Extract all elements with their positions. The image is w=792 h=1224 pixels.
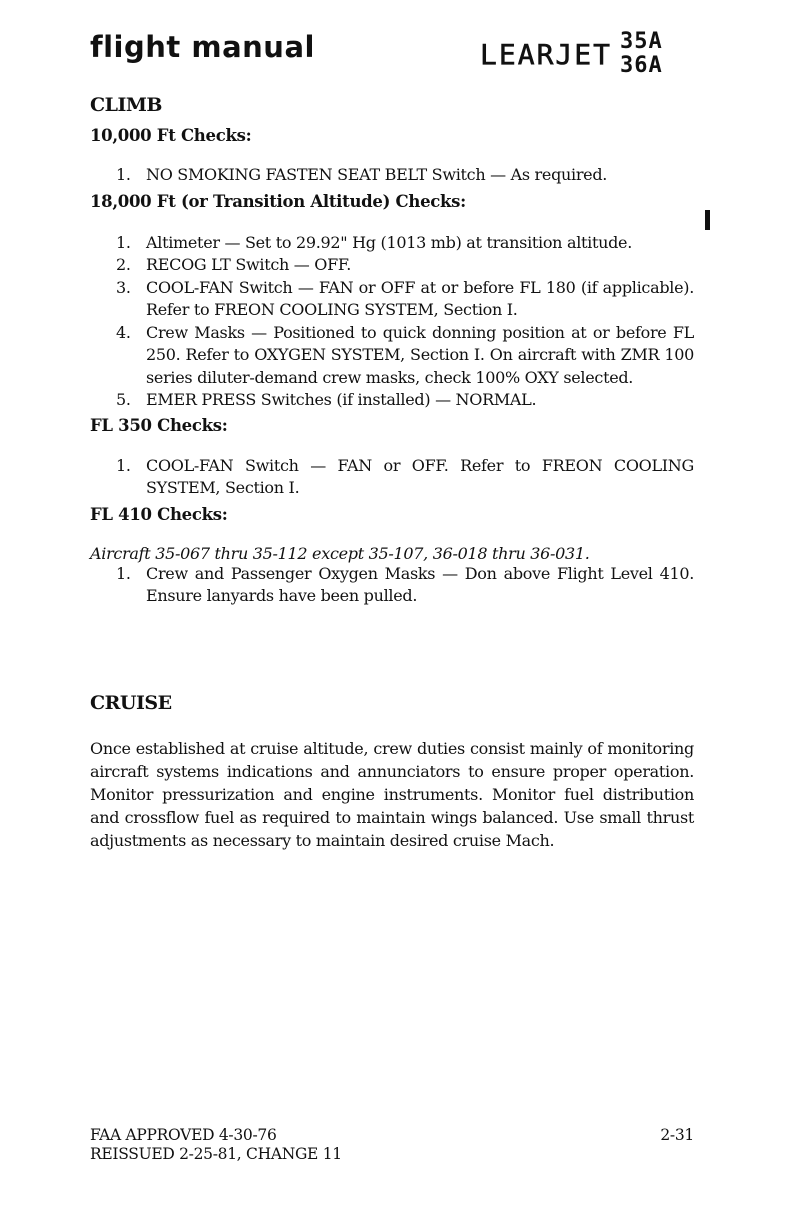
checks-fl410-list (90, 563, 694, 608)
model-36a: 36A (620, 53, 663, 78)
list-item: 1. Crew and Passenger Oxygen Masks — Don above Flight Level 410. Ensure lanyards have been pulled. (116, 563, 694, 605)
checks-10000-heading: 10,000 Ft Checks: (90, 126, 252, 145)
checks-10000-list (90, 164, 694, 187)
model-35a: 35A (620, 29, 663, 54)
climb-title: CLIMB (90, 94, 162, 116)
checks-18000-list (90, 232, 694, 412)
checks-fl350-list (90, 455, 694, 500)
list-item: 1. NO SMOKING FASTEN SEAT BELT Switch — As required. (116, 165, 608, 184)
checks-fl410-heading: FL 410 Checks: (90, 504, 228, 524)
change-bar (705, 210, 710, 230)
page-number: 2-31 (660, 1126, 694, 1144)
list-item: 1. Altimeter — Set to 29.92" Hg (1013 mb) at transition altitude. (116, 232, 633, 252)
list-item: 4. Crew Masks — Positioned to quick donning position at or before FL 250. Refer to OXYGEN SYSTEM, Section I. On aircraft with ZMR 100 series diluter-demand crew masks, check 100% OXY selected. (116, 322, 694, 387)
page-footer (90, 1126, 694, 1164)
list-item: 2. RECOG LT Switch — OFF. (116, 255, 351, 274)
applicability-note: Aircraft 35-067 thru 35-112 except 35-107, 36-018 thru 36-031. (90, 543, 590, 563)
checks-fl350-heading: FL 350 Checks: (90, 415, 228, 435)
manual-title: flight manual (90, 30, 315, 64)
approval-date: FAA APPROVED 4-30-76 (90, 1126, 277, 1144)
cruise-paragraph: Once established at cruise altitude, crew duties consist mainly of monitoring aircraft systems indications and annunciators to ensure proper operation. Monitor pressurization and engine instruments. Monitor fuel distribution and crossflow fuel as required to maintain wings balanced. Use small thrust adjustments as necessary to maintain desired cruise Mach. (90, 738, 694, 850)
checks-18000-heading: 18,000 Ft (or Transition Altitude) Checks: (90, 191, 466, 211)
page-content (90, 90, 694, 852)
list-item: 5. EMER PRESS Switches (if installed) — NORMAL. (116, 390, 537, 409)
list-item: 1. COOL-FAN Switch — FAN or OFF. Refer to FREON COOLING SYSTEM, Section I. (116, 455, 694, 497)
reissue-info: REISSUED 2-25-81, CHANGE 11 (90, 1145, 342, 1163)
list-item: 3. COOL-FAN Switch — FAN or OFF at or before FL 180 (if applicable). Refer to FREON COOLING SYSTEM, Section I. (116, 277, 694, 319)
cruise-title: CRUISE (90, 691, 172, 714)
learjet-logo (480, 26, 663, 82)
model-numbers (620, 30, 663, 78)
brand-name: LEARJET (480, 37, 613, 71)
